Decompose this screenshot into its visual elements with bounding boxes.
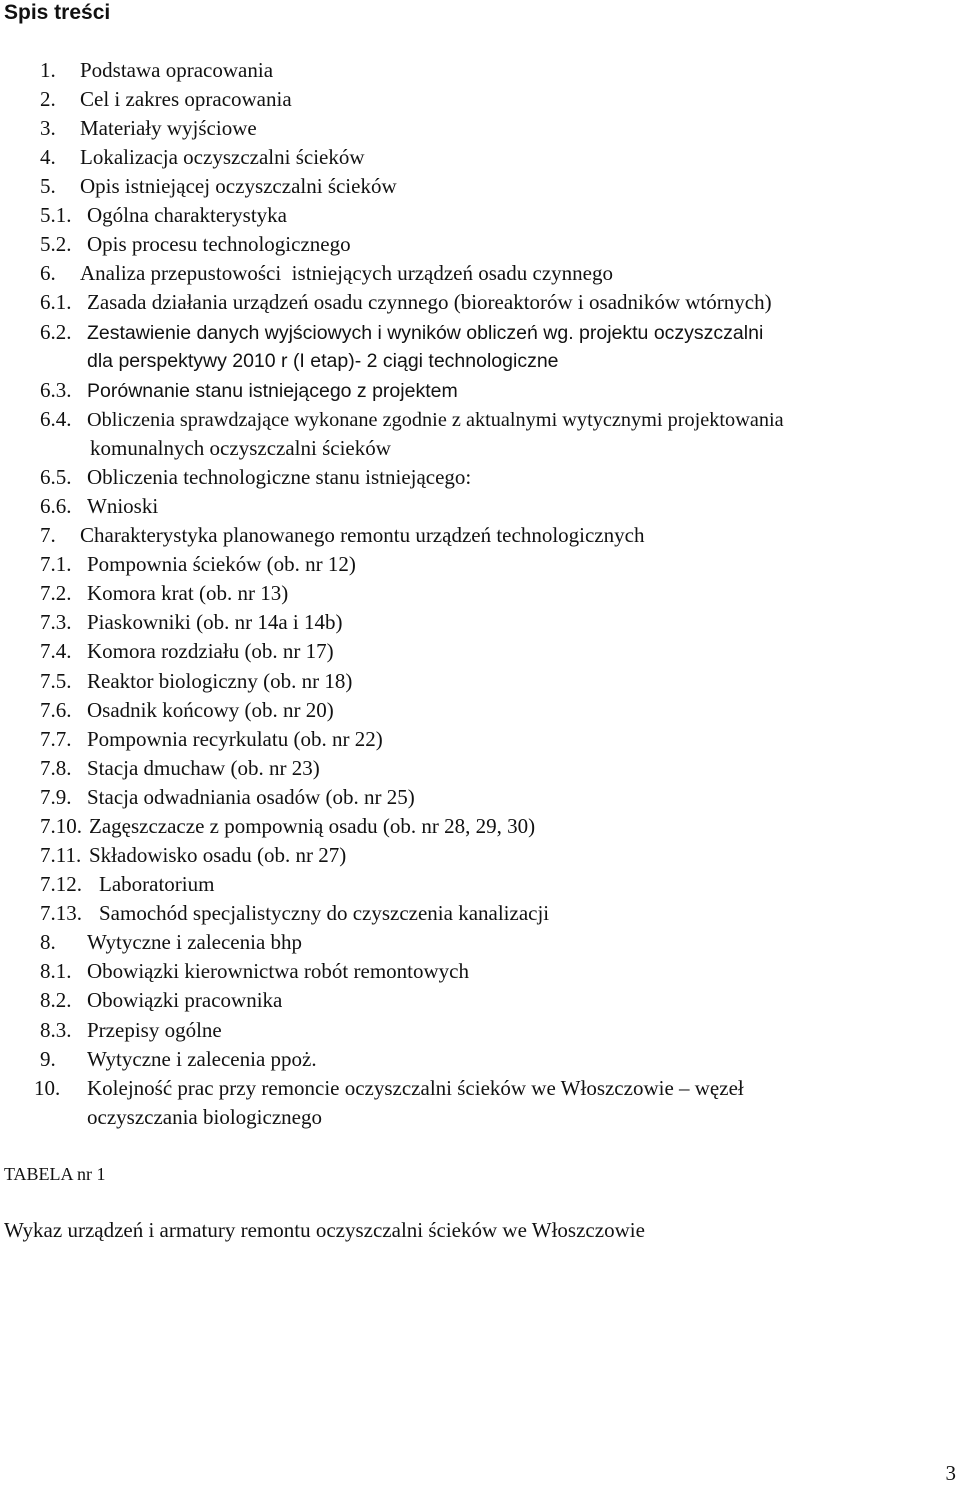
toc-entry-number: 7.3. <box>40 610 72 634</box>
toc-entry-8-1[interactable] <box>40 957 469 986</box>
toc-entry-6-3[interactable] <box>40 376 458 406</box>
toc-entry-7-9[interactable] <box>40 783 415 812</box>
toc-entry-number: 5.2. <box>40 232 72 256</box>
toc-entry-number: 10. <box>34 1076 61 1100</box>
page-number: 3 <box>945 1461 956 1485</box>
toc-entry-8[interactable] <box>40 928 302 957</box>
toc-entry-number: 7.2. <box>40 581 72 605</box>
toc-entry-7-3[interactable] <box>40 608 342 637</box>
toc-entry-number: 5.1. <box>40 203 72 227</box>
toc-entry-number: 6.6. <box>40 494 72 518</box>
toc-entry-6[interactable] <box>40 259 613 288</box>
toc-entry-label: Podstawa opracowania <box>80 58 274 82</box>
toc-entry-7-2[interactable] <box>40 579 288 608</box>
toc-entry-label-continuation: oczyszczania biologicznego <box>87 1105 322 1129</box>
toc-entry-label: Obliczenia sprawdzające wykonane zgodnie z aktualnymi wytycznymi projektowania <box>87 409 784 431</box>
toc-entry-7-7[interactable] <box>40 725 383 754</box>
toc-entry-7-4[interactable] <box>40 637 334 666</box>
toc-entry-7-1[interactable] <box>40 550 356 579</box>
toc-entry-6-1[interactable] <box>40 288 772 317</box>
toc-entry-label: Stacja odwadniania osadów (ob. nr 25) <box>87 785 415 809</box>
toc-entry-label: Zestawienie danych wyjściowych i wyników obliczeń wg. projektu oczyszczalni <box>87 322 764 344</box>
toc-entry-label: Cel i zakres opracowania <box>80 87 292 111</box>
toc-entry-7-8[interactable] <box>40 754 320 783</box>
toc-entry-label: Pompownia ścieków (ob. nr 12) <box>87 552 356 576</box>
toc-entry-number: 3. <box>40 116 56 140</box>
toc-entry-7-10[interactable] <box>40 812 535 841</box>
toc-entry-number: 6.2. <box>40 320 72 344</box>
toc-entry-label: Zasada działania urządzeń osadu czynnego (bioreaktorów i osadników wtórnych) <box>87 290 772 314</box>
toc-entry-6-6[interactable] <box>40 492 158 521</box>
toc-entry-number: 4. <box>40 145 56 169</box>
toc-entry-number: 7.13. <box>40 901 82 925</box>
toc-entry-number: 7.6. <box>40 698 72 722</box>
toc-entry-number: 6.5. <box>40 465 72 489</box>
toc-entry-number: 7.8. <box>40 756 72 780</box>
toc-entry-label: Opis istniejącej oczyszczalni ścieków <box>80 174 397 198</box>
toc-entry-label: Wnioski <box>87 494 159 518</box>
toc-entry-7-12[interactable] <box>40 870 214 899</box>
toc-entry-number: 7.9. <box>40 785 72 809</box>
toc-entry-7-6[interactable] <box>40 696 334 725</box>
toc-entry-label: Opis procesu technologicznego <box>87 232 351 256</box>
toc-entry-number: 8.1. <box>40 959 72 983</box>
toc-entry-label-continuation: komunalnych oczyszczalni ścieków <box>90 436 391 460</box>
toc-entry-number: 5. <box>40 174 56 198</box>
toc-entry-label: Komora krat (ob. nr 13) <box>87 581 289 605</box>
toc-entry-number: 1. <box>40 58 56 82</box>
toc-entry-number: 6.3. <box>40 378 72 402</box>
toc-entry-number: 7.5. <box>40 669 72 693</box>
toc-entry-number: 6.1. <box>40 290 72 314</box>
toc-entry-2[interactable] <box>40 85 292 114</box>
toc-entry-label: Obowiązki kierownictwa robót remontowych <box>87 959 469 983</box>
toc-entry-number: 7.10. <box>40 814 82 838</box>
toc-entry-label: Reaktor biologiczny (ob. nr 18) <box>87 669 353 693</box>
toc-entry-number: 7.1. <box>40 552 72 576</box>
toc-entry-label: Osadnik końcowy (ob. nr 20) <box>87 698 334 722</box>
table-label: TABELA nr 1 <box>4 1164 106 1184</box>
toc-entry-label: Porównanie stanu istniejącego z projektem <box>87 380 458 402</box>
toc-entry-9[interactable] <box>40 1045 317 1074</box>
toc-entry-label: Składowisko osadu (ob. nr 27) <box>89 843 347 867</box>
toc-entry-label: Stacja dmuchaw (ob. nr 23) <box>87 756 320 780</box>
toc-entry-number: 9. <box>40 1047 56 1071</box>
toc-entry-label: Materiały wyjściowe <box>80 116 257 140</box>
toc-entry-label: Ogólna charakterystyka <box>87 203 288 227</box>
toc-entry-label: Zagęszczacze z pompownią osadu (ob. nr 28, 29, 30) <box>89 814 536 838</box>
toc-entry-7-5[interactable] <box>40 667 352 696</box>
toc-entry-label: Kolejność prac przy remoncie oczyszczalni ścieków we Włoszczowie – węzeł <box>87 1076 744 1100</box>
toc-entry-4[interactable] <box>40 143 365 172</box>
toc-entry-number: 7.7. <box>40 727 72 751</box>
toc-entry-label: Samochód specjalistyczny do czyszczenia kanalizacji <box>99 901 550 925</box>
toc-entry-5-2[interactable] <box>40 230 351 259</box>
toc-entry-number: 2. <box>40 87 56 111</box>
toc-entry-3[interactable] <box>40 114 257 143</box>
toc-entry-number: 8.3. <box>40 1018 72 1042</box>
toc-entry-7[interactable] <box>40 521 644 550</box>
toc-entry-label: Wytyczne i zalecenia ppoż. <box>87 1047 317 1071</box>
toc-entry-label: Obliczenia technologiczne stanu istniejącego: <box>87 465 472 489</box>
toc-entry-label: Przepisy ogólne <box>87 1018 222 1042</box>
toc-entry-number: 7.12. <box>40 872 82 896</box>
toc-entry-number: 6. <box>40 261 56 285</box>
toc-entry-label: Pompownia recyrkulatu (ob. nr 22) <box>87 727 383 751</box>
toc-entry-label: Wytyczne i zalecenia bhp <box>87 930 303 954</box>
toc-entry-6-4[interactable] <box>40 405 960 463</box>
toc-entry-number: 7.11. <box>40 843 82 867</box>
toc-entry-label: Charakterystyka planowanego remontu urządzeń technologicznych <box>80 523 645 547</box>
table-title: Wykaz urządzeń i armatury remontu oczyszczalni ścieków we Włoszczowie <box>4 1218 645 1242</box>
toc-entry-number: 8.2. <box>40 988 72 1012</box>
toc-entry-label: Obowiązki pracownika <box>87 988 283 1012</box>
toc-entry-number: 7.4. <box>40 639 72 663</box>
toc-entry-5[interactable] <box>40 172 397 201</box>
toc-entry-1[interactable] <box>40 56 273 85</box>
toc-entry-label-continuation: dla perspektywy 2010 r (I etap)- 2 ciągi technologiczne <box>87 350 559 372</box>
toc-entry-7-11[interactable] <box>40 841 346 870</box>
toc-entry-label: Analiza przepustowości istniejących urządzeń osadu czynnego <box>80 261 613 285</box>
toc-entry-5-1[interactable] <box>40 201 287 230</box>
toc-entry-number: 6.4. <box>40 407 72 431</box>
toc-entry-label: Laboratorium <box>99 872 215 896</box>
toc-entry-10[interactable] <box>34 1074 960 1132</box>
toc-entry-label: Piaskowniki (ob. nr 14a i 14b) <box>87 610 343 634</box>
toc-entry-label: Lokalizacja oczyszczalni ścieków <box>80 145 365 169</box>
toc-entry-number: 8. <box>40 930 56 954</box>
toc-entry-7-13[interactable] <box>40 899 549 928</box>
toc-entry-6-5[interactable] <box>40 463 471 492</box>
toc-entry-label: Komora rozdziału (ob. nr 17) <box>87 639 334 663</box>
toc-entry-8-2[interactable] <box>40 986 282 1015</box>
toc-entry-8-3[interactable] <box>40 1016 222 1045</box>
page-title: Spis treści <box>4 1 111 24</box>
toc-entry-number: 7. <box>40 523 56 547</box>
toc-entry-6-2[interactable] <box>40 318 960 376</box>
